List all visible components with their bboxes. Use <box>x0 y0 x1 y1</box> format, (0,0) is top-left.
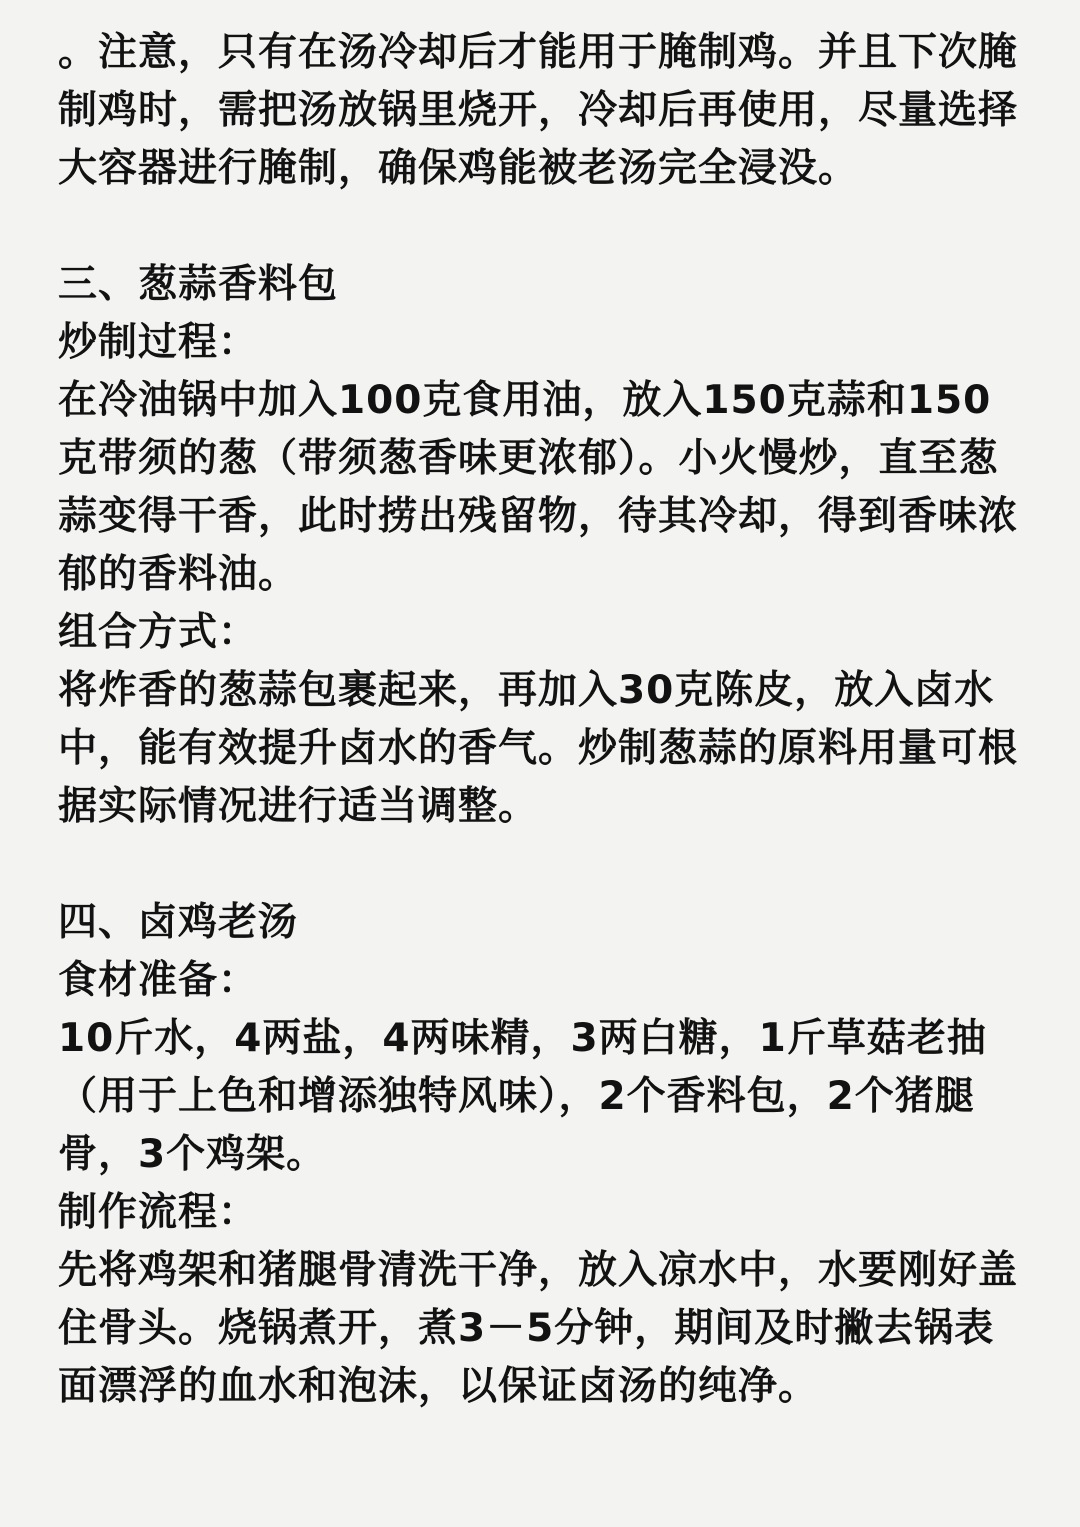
section3-combine-text: 将炸香的葱蒜包裹起来，再加入30克陈皮，放入卤水中，能有效提升卤水的香气。炒制葱蒜的原料用量可根据实际情况进行适当调整。 <box>58 668 1019 829</box>
section4-ingredients-label: 食材准备： <box>58 958 259 1003</box>
section3-process-text: 在冷油锅中加入100克食用油，放入150克蒜和150克带须的葱（带须葱香味更浓郁）。小火慢炒，直至葱蒜变得干香，此时捞出残留物，待其冷却，得到香味浓郁的香料油。 <box>58 378 1019 597</box>
section4-steps-text: 先将鸡架和猪腿骨清洗干净，放入凉水中，水要刚好盖住骨头。烧锅煮开，煮3－5分钟，期间及时撇去锅表面漂浮的血水和泡沫，以保证卤汤的纯净。 <box>58 1248 1019 1409</box>
section4-ingredients-text: 10斤水，4两盐，4两味精，3两白糖，1斤草菇老抽（用于上色和增添独特风味），2个香料包，2个猪腿骨，3个鸡架。 <box>58 1016 987 1177</box>
section4-steps-label: 制作流程： <box>58 1190 259 1235</box>
section3-process-label: 炒制过程： <box>58 320 259 365</box>
section4-title: 四、卤鸡老汤 <box>58 900 299 945</box>
intro-paragraph: 。注意，只有在汤冷却后才能用于腌制鸡。并且下次腌制鸡时，需把汤放锅里烧开，冷却后再使用，尽量选择大容器进行腌制，确保鸡能被老汤完全浸没。 <box>58 30 1019 191</box>
section-spacer <box>58 836 1022 894</box>
section3-combine-label: 组合方式： <box>58 610 259 655</box>
section-spacer <box>58 198 1022 256</box>
section3-title: 三、葱蒜香料包 <box>58 262 339 307</box>
